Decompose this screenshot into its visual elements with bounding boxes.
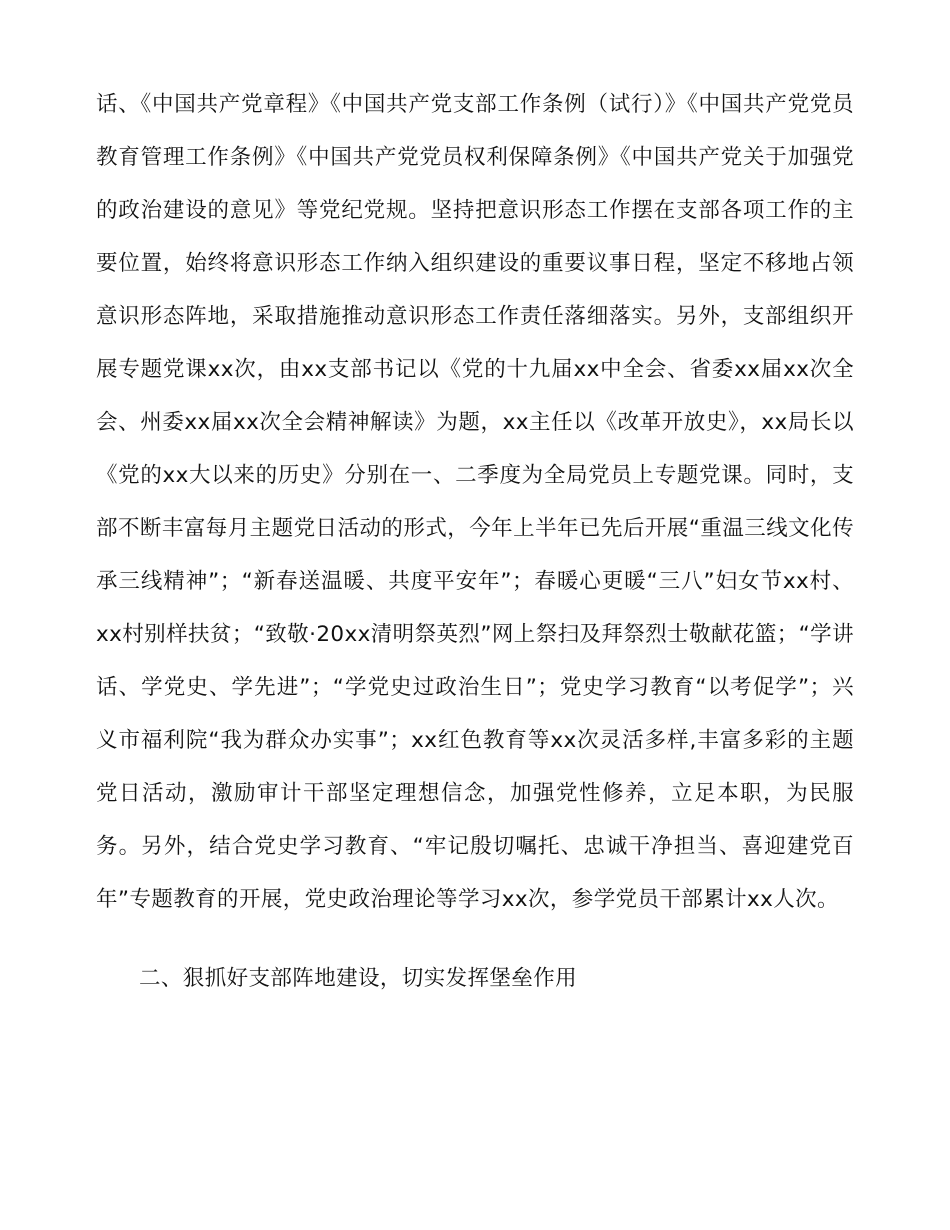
paragraph-body: 话、《中国共产党章程》《中国共产党支部工作条例（试行）》《中国共产党党员教育管理工作条例》《中国共产党党员权利保障条例》《中国共产党关于加强党的政治建设的意见》等党纪党规。坚持把意识形态工作摆在支部各项工作的主要位置，始终将意识形态工作纳入组织建设的重要议事日程，坚定不移地占领意识形态阵地，采取措施推动意识形态工作责任落细落实。另外，支部组织开展专题党课xx次，由xx支部书记以《党的十九届xx中全会、省委xx届xx次全会、州委xx届xx次全会精神解读》为题，xx主任以《改革开放史》，xx局长以《党的xx大以来的历史》分别在一、二季度为全局党员上专题党课。同时，支部不断丰富每月主题党日活动的形式，今年上半年已先后开展“重温三线文化传承三线精神”；“新春送温暖、共度平安年”；春暖心更暖“三八”妇女节xx村、xx村别样扶贫；“致敬·20xx清明祭英烈”网上祭扫及拜祭烈士敬献花篮；“学讲话、学党史、学先进”；“学党史过政治生日”；党史学习教育“以考促学”；兴义市福利院“我为群众办实事”；xx红色教育等xx次灵活多样,丰富多彩的主题党日活动，激励审计干部坚定理想信念，加强党性修养，立足本职，为民服务。另外，结合党史学习教育、“牢记殷切嘱托、忠诚干净担当、喜迎建党百年”专题教育的开展，党史政治理论等学习xx次，参学党员干部累计xx人次。: [96, 92, 854, 912]
paragraph-spacer: [96, 926, 854, 952]
document-body: [96, 78, 854, 1005]
section-heading: 二、狠抓好支部阵地建设，切实发挥堡垒作用: [139, 966, 578, 991]
